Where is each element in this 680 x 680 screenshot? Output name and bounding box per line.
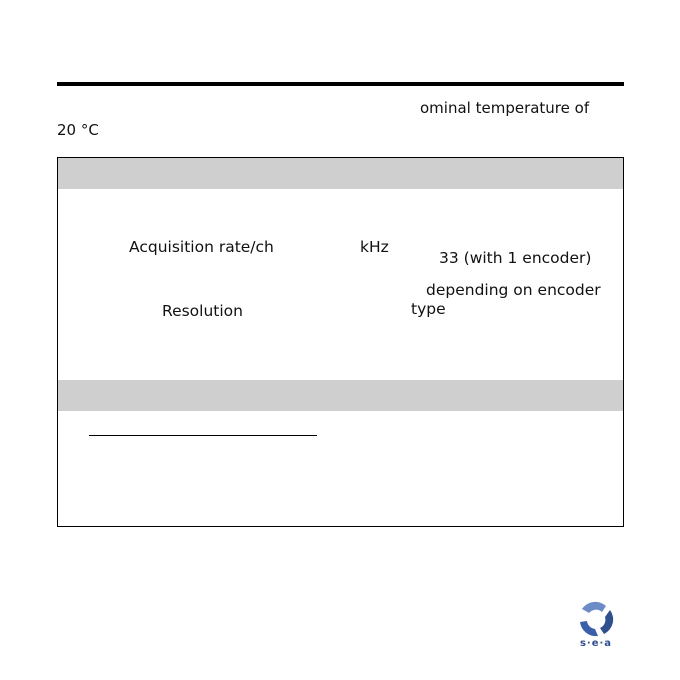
intro-text-line-2: 20 °C [57, 121, 99, 139]
value-resolution-line-1: depending on encoder [426, 281, 601, 299]
sea-logo [576, 600, 616, 650]
intro-text-line-1: ominal temperature of [420, 99, 590, 117]
sea-logo-mark-icon [576, 600, 616, 638]
unit-acquisition-rate: kHz [360, 238, 389, 256]
param-acquisition-rate: Acquisition rate/ch [129, 238, 274, 256]
value-resolution-line-2: type [411, 300, 446, 318]
blank-underline [89, 435, 317, 436]
value-acquisition-rate: 33 (with 1 encoder) [439, 249, 592, 267]
value-resolution [411, 281, 611, 319]
param-resolution: Resolution [162, 302, 243, 320]
logo-wordmark: s·e·a [579, 638, 613, 649]
section-header-band-2 [58, 380, 623, 411]
section-header-band [58, 158, 623, 189]
spec-table [57, 157, 624, 527]
header-rule [57, 82, 624, 86]
